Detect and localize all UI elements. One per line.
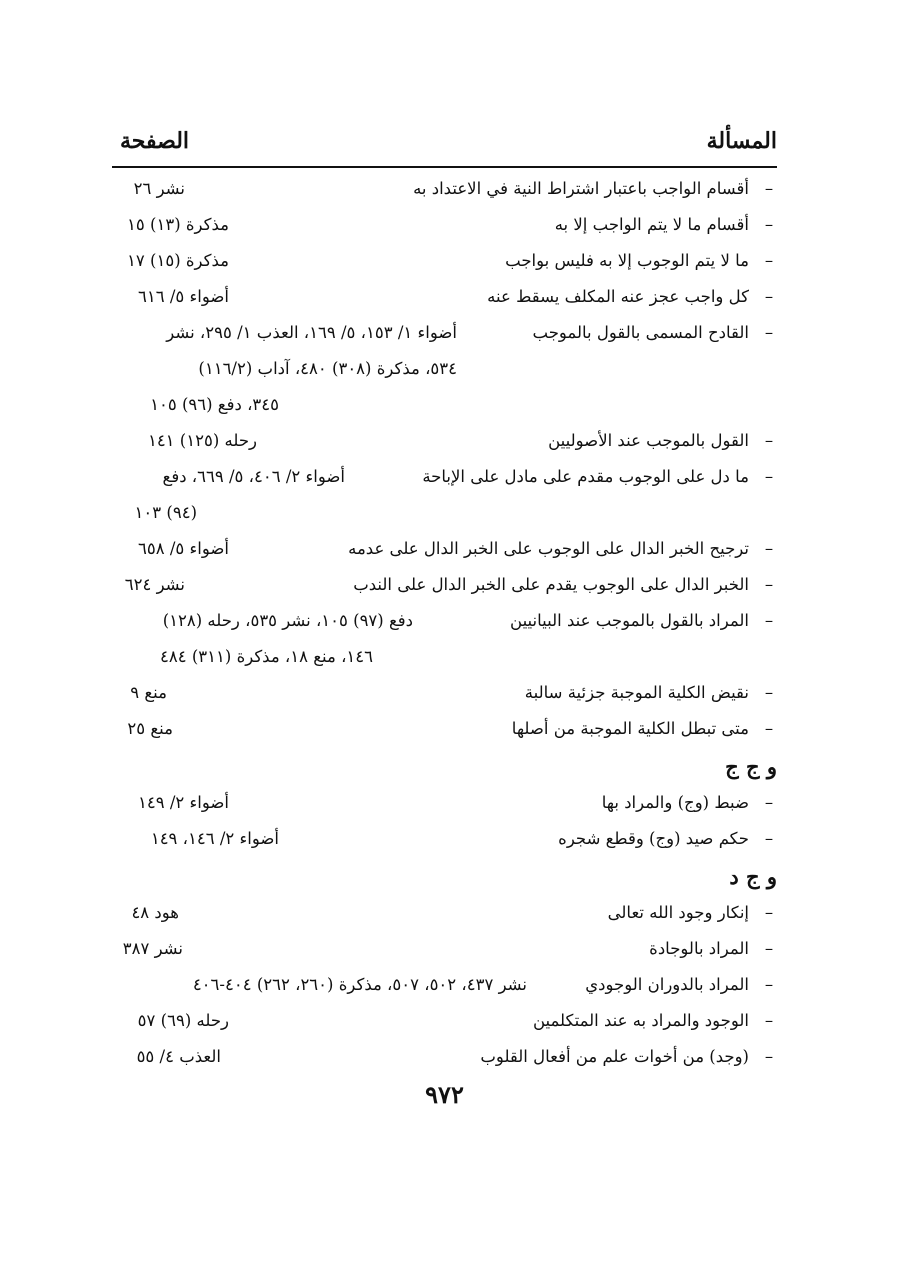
entry-topic: القول بالموجب عند الأصوليين: [548, 431, 749, 450]
entry-ref: أضواء ٢/ ١٤٩: [138, 793, 229, 812]
entry-ref-continued: ٣٤٥، دفع (٩٦) ١٠٥: [150, 395, 279, 414]
page-number: ٩٧٢: [425, 1080, 464, 1109]
entry-topic: أقسام الواجب باعتبار اشتراط النية في الاعتداد به: [413, 179, 749, 198]
entry-dash: –: [764, 179, 774, 198]
index-entry: [112, 676, 777, 710]
entry-dash: –: [764, 719, 774, 738]
entry-ref: رحله (٦٩) ٥٧: [137, 1011, 229, 1030]
entry-dash: –: [764, 829, 774, 848]
index-entry: [112, 822, 777, 856]
index-entry: [112, 896, 777, 930]
entry-dash: –: [764, 251, 774, 270]
entry-dash: –: [764, 611, 774, 630]
entry-dash: –: [764, 939, 774, 958]
entry-ref: نشر ٢٦: [133, 179, 185, 198]
header-page: الصفحة: [120, 128, 190, 154]
entry-ref-continued: ١٤٦، منع ١٨، مذكرة (٣١١) ٤٨٤: [160, 647, 373, 666]
entry-ref: مذكرة (١٣) ١٥: [127, 215, 229, 234]
entry-ref: رحله (١٢٥) ١٤١: [147, 431, 257, 450]
index-entry: [112, 244, 777, 278]
entry-topic: الخبر الدال على الوجوب يقدم على الخبر الدال على الندب: [353, 575, 749, 594]
entry-ref: دفع (٩٧) ١٠٥، نشر ٥٣٥، رحله (١٢٨): [162, 611, 413, 630]
page-header: [112, 128, 777, 168]
entry-ref: منع ٢٥: [127, 719, 173, 738]
index-entry: [112, 1004, 777, 1038]
entry-ref: أضواء ١/ ١٥٣، ٥/ ١٦٩، العذب ١/ ٢٩٥، نشر: [166, 323, 457, 342]
index-entry: [112, 968, 777, 1002]
entry-dash: –: [764, 287, 774, 306]
entry-ref-continued: ٥٣٤، مذكرة (٣٠٨) ٤٨٠، آداب (١١٦/٢): [198, 359, 457, 378]
entry-dash: –: [764, 431, 774, 450]
section-heading: و ج د: [729, 864, 777, 889]
entry-dash: –: [764, 1011, 774, 1030]
section-heading: و ج ج: [725, 754, 777, 779]
entry-ref: مذكرة (١٥) ١٧: [127, 251, 229, 270]
entry-topic: ما دل على الوجوب مقدم على مادل على الإباحة: [422, 467, 749, 486]
index-entry: [112, 424, 777, 458]
entry-topic: كل واجب عجز عنه المكلف يسقط عنه: [487, 287, 749, 306]
header-rule: [112, 166, 777, 168]
entry-topic: حكم صيد (وج) وقطع شجره: [558, 829, 749, 848]
index-entry: [112, 932, 777, 966]
index-entry: [112, 460, 777, 494]
entry-ref: هود ٤٨: [131, 903, 179, 922]
entry-dash: –: [764, 575, 774, 594]
entry-ref-continued: (٩٤) ١٠٣: [134, 503, 197, 522]
header-issue: المسألة: [706, 128, 777, 154]
entry-ref: نشر ٤٣٧، ٥٠٢، ٥٠٧، مذكرة (٢٦٠، ٢٦٢) ٤٠٤-٤٠٦: [192, 975, 527, 994]
entry-topic: أقسام ما لا يتم الواجب إلا به: [554, 215, 749, 234]
entry-dash: –: [764, 215, 774, 234]
entry-topic: (وجد) من أخوات علم من أفعال القلوب: [480, 1047, 749, 1066]
entry-ref: أضواء ٢/ ١٤٦، ١٤٩: [150, 829, 279, 848]
entry-topic: نقيض الكلية الموجبة جزئية سالبة: [524, 683, 749, 702]
index-entry: [112, 604, 777, 638]
index-entry: [112, 568, 777, 602]
index-entry: [112, 532, 777, 566]
entry-ref: منع ٩: [130, 683, 167, 702]
index-entry: [112, 316, 777, 350]
entry-dash: –: [764, 903, 774, 922]
entry-ref: أضواء ٥/ ٦١٦: [138, 287, 229, 306]
entry-dash: –: [764, 793, 774, 812]
index-entry: [112, 786, 777, 820]
entry-dash: –: [764, 467, 774, 486]
entry-dash: –: [764, 323, 774, 342]
index-entry: [112, 172, 777, 206]
entry-dash: –: [764, 975, 774, 994]
entry-ref: نشر ٦٢٤: [124, 575, 185, 594]
entry-topic: الوجود والمراد به عند المتكلمين: [532, 1011, 749, 1030]
index-entry: [112, 208, 777, 242]
index-entry: [112, 280, 777, 314]
entry-ref: العذب ٤/ ٥٥: [136, 1047, 221, 1066]
entry-topic: المراد بالوجادة: [649, 939, 749, 958]
entry-topic: متى تبطل الكلية الموجبة من أصلها: [511, 719, 749, 738]
entry-topic: ما لا يتم الوجوب إلا به فليس بواجب: [505, 251, 749, 270]
entry-topic: إنكار وجود الله تعالى: [607, 903, 749, 922]
entry-topic: القادح المسمى بالقول بالموجب: [532, 323, 749, 342]
index-entry: [112, 1040, 777, 1074]
entry-dash: –: [764, 683, 774, 702]
index-page: [112, 120, 777, 1240]
entry-topic: المراد بالدوران الوجودي: [585, 975, 749, 994]
entry-dash: –: [764, 539, 774, 558]
entry-topic: ترجيح الخبر الدال على الوجوب على الخبر الدال على عدمه: [348, 539, 749, 558]
entry-ref: نشر ٣٨٧: [122, 939, 183, 958]
entry-ref: أضواء ٥/ ٦٥٨: [138, 539, 229, 558]
entry-dash: –: [764, 1047, 774, 1066]
index-entry: [112, 712, 777, 746]
entry-topic: المراد بالقول بالموجب عند البيانيين: [510, 611, 749, 630]
entry-topic: ضبط (وج) والمراد بها: [601, 793, 749, 812]
entry-ref: أضواء ٢/ ٤٠٦، ٥/ ٦٦٩، دفع: [162, 467, 345, 486]
